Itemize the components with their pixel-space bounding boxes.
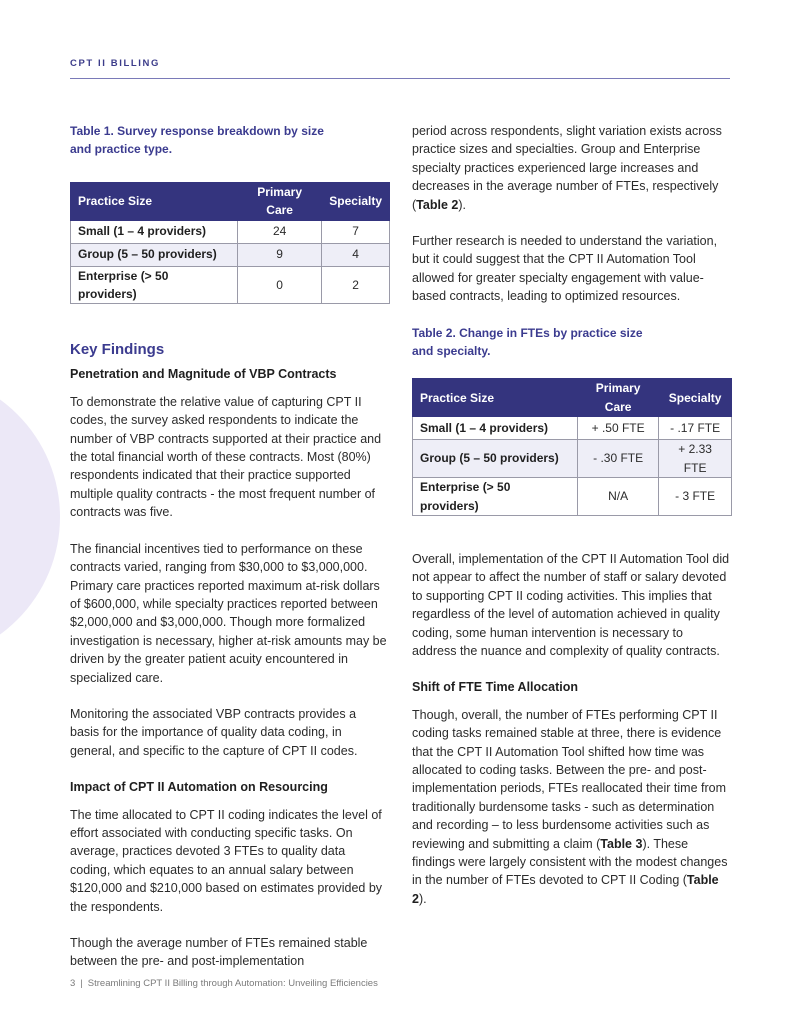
table2-caption (412, 324, 730, 361)
table2-caption-line1: Table 2. Change in FTEs by practice size (412, 325, 643, 340)
paragraph: The financial incentives tied to performance on these contracts varied, ranging from $30,000 to $3,000,000. Primary care practices reported maximum at-risk dollars of $600,000, while specialty practices reported between $2,000,000 and $3,000,000. Though more formalized investigation is necessary, higher at-risk amounts may be driven by the greater patient acuity encountered in specialized care. (70, 541, 387, 685)
table-row (71, 243, 390, 266)
subheading-shift: Shift of FTE Time Allocation (412, 680, 578, 695)
subheading-penetration: Penetration and Magnitude of VBP Contracts (70, 367, 337, 382)
table2 (412, 378, 732, 515)
table1-caption-line1: Table 1. Survey response breakdown by size (70, 124, 324, 138)
table2-header-primary-care: Primary Care (578, 379, 659, 417)
table2-header-specialty: Specialty (659, 379, 732, 417)
paragraph: Monitoring the associated VBP contracts provides a basis for the importance of quality data coding, in general, and specific to the capture of CPT II codes. (70, 706, 358, 758)
paragraph: period across respondents, slight variation exists across practice sizes and specialties. Group and Enterprise specialty practices experienced large increases and decreases in the average number of FTEs, respectively (Table 2). (412, 124, 722, 212)
paragraph: Though the average number of FTEs remained stable between the pre- and post-implementation (70, 936, 368, 969)
table2-caption-line2: and specialty. (412, 344, 491, 359)
table1 (70, 182, 390, 305)
table1-caption-line2: and practice type. (70, 142, 173, 157)
paragraph: The time allocated to CPT II coding indicates the level of effort associated with conducting specific tasks. On average, practices devoted 3 FTEs to quality data coding, which equates to an annual salary between $120,000 and $210,000 based on estimates provided by the respondents. (70, 807, 383, 914)
table-row (71, 266, 390, 304)
table1-header-row (71, 182, 390, 220)
table2-cell: Enterprise (> 50 providers) (413, 478, 578, 516)
subheading-impact: Impact of CPT II Automation on Resourcing (70, 780, 328, 795)
table1-cell: 4 (322, 243, 390, 266)
table-reference: Table 2 (416, 197, 459, 212)
paragraph: To demonstrate the relative value of capturing CPT II codes, the survey asked respondents to indicate the number of VBP contracts supported at their practice and the total financial worth of these contracts. Most (80%) respondents indicated that their practice supported multiple quality contracts - the most frequent number of contracts was five. (70, 394, 382, 520)
table2-cell: - 3 FTE (659, 478, 732, 516)
page-footer (70, 978, 378, 989)
paragraph: Overall, implementation of the CPT II Automation Tool did not appear to affect the number of staff or salary devoted to supporting CPT II coding activities. This implies that regardless of the level of automation achieved in quality coding, some human intervention is necessary to address the nuance and complexity of quality contracts. (412, 551, 730, 658)
table1-cell: Enterprise (> 50 providers) (71, 266, 238, 304)
header-divider (70, 78, 730, 79)
right-column (412, 122, 730, 908)
table2-header-row (413, 379, 732, 417)
table1-cell: 9 (238, 243, 322, 266)
table1-cell: 24 (238, 220, 322, 243)
table2-cell: Group (5 – 50 providers) (413, 440, 578, 478)
decorative-circle (0, 372, 60, 662)
table-reference: Table 3 (600, 836, 643, 851)
paragraph: Further research is needed to understand the variation, but it could suggest that the CPT II Automation Tool allowed for greater specialty engagement with value-based contracts, leading to optimized resources. (412, 234, 718, 304)
table2-cell: - .30 FTE (578, 440, 659, 478)
table2-cell: - .17 FTE (659, 417, 732, 440)
table2-cell: + 2.33 FTE (659, 440, 732, 478)
table-reference: Table 2 (412, 873, 719, 906)
document-title: Streamlining CPT II Billing through Automation: Unveiling Efficiencies (87, 978, 378, 989)
table1-cell: 2 (322, 266, 390, 304)
paragraph: Though, overall, the number of FTEs performing CPT II coding tasks remained stable at three, there is evidence that the CPT II Automation Tool shifted how time was allocated to coding tasks. Between the pre- and post-implementation periods, FTEs reallocated their time from traditionally burdensome tasks - such as determination and recording – to less burdensome activities such as reviewing and submitting a claim (Table 3). These findings were largely consistent with the modest changes in the number of FTEs devoted to CPT II Coding (Table 2). (412, 707, 728, 906)
table1-cell: Group (5 – 50 providers) (71, 243, 238, 266)
table1-header-primary-care: Primary Care (238, 182, 322, 220)
table1-header-specialty: Specialty (322, 182, 390, 220)
table-row (413, 478, 732, 516)
table2-cell: N/A (578, 478, 659, 516)
table1-cell: 0 (238, 266, 322, 304)
table-row (413, 440, 732, 478)
key-findings-title: Key Findings (70, 341, 165, 359)
page-number: 3 (70, 978, 76, 989)
table2-cell: + .50 FTE (578, 417, 659, 440)
table1-cell: 7 (322, 220, 390, 243)
table2-cell: Small (1 – 4 providers) (413, 417, 578, 440)
table1-header-practice-size: Practice Size (71, 182, 238, 220)
left-column (70, 122, 388, 971)
table-row (71, 220, 390, 243)
table1-caption (70, 122, 388, 159)
footer-separator: | (80, 978, 83, 989)
table-row (413, 417, 732, 440)
table1-cell: Small (1 – 4 providers) (71, 220, 238, 243)
running-header: CPT II BILLING (70, 58, 160, 69)
table2-header-practice-size: Practice Size (413, 379, 578, 417)
